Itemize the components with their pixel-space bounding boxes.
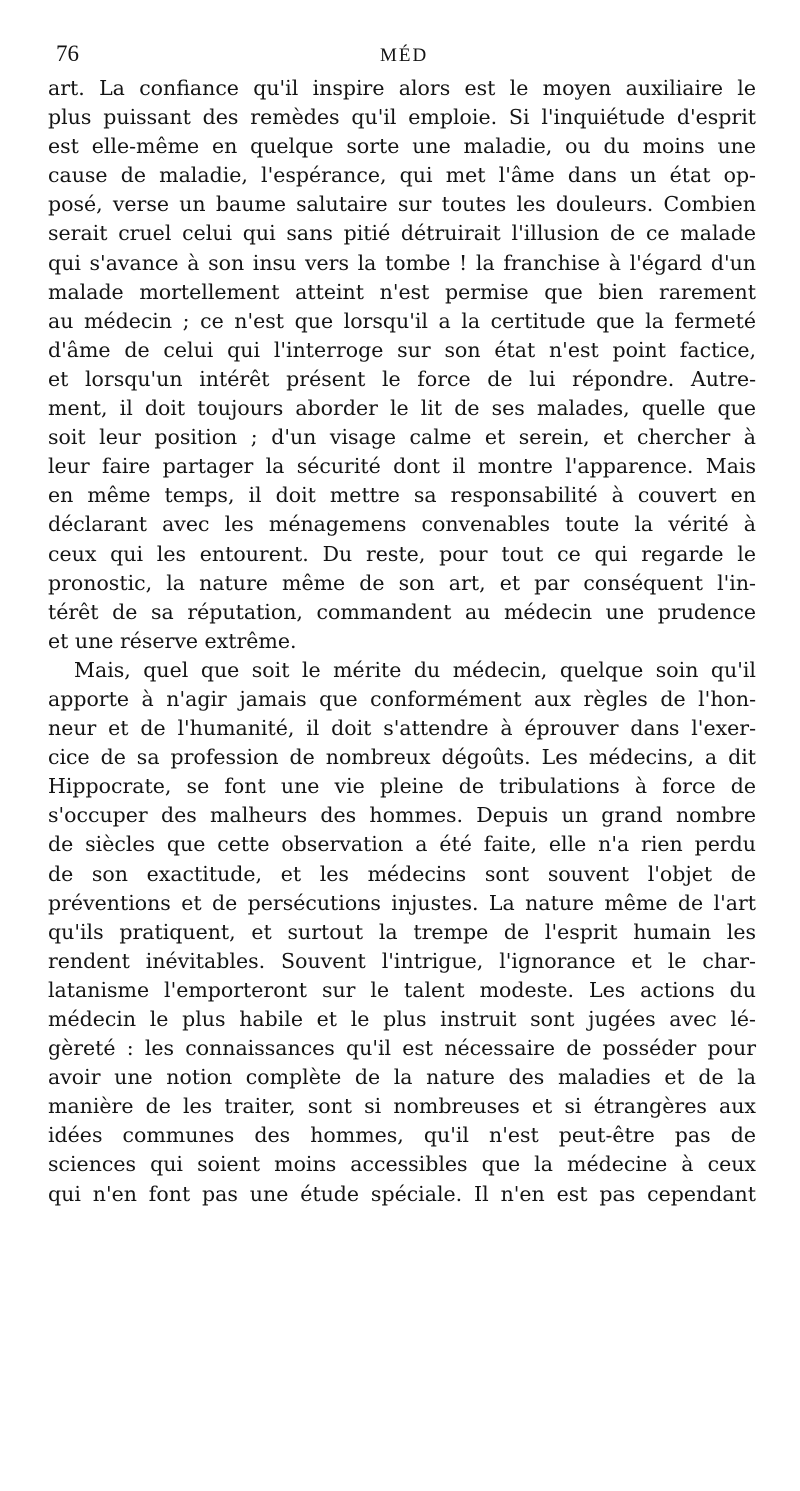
text-line: de son exactitude, et les médecins sont souvent l'objet de: [48, 861, 756, 886]
text-line: médecin le plus habile et le plus instruit sont jugées avec lé-: [48, 1007, 756, 1031]
text-line: idées communes des hommes, qu'il n'est peut-être pas de: [48, 1123, 756, 1148]
text-line: et lorsqu'un intérêt présent le force de lui répondre. Autre-: [48, 366, 756, 391]
text-line: préventions et de persécutions injustes. La nature même de l'art: [48, 890, 756, 915]
text-line: malade mortellement atteint n'est permise que bien rarement: [48, 279, 756, 304]
text-line: cause de maladie, l'espérance, qui met l'âme dans un état op-: [48, 163, 756, 188]
text-line: déclarant avec les ménagemens convenables toute la vérité à: [48, 512, 756, 537]
text-line: art. La confiance qu'il inspire alors est le moyen auxiliaire le: [48, 76, 756, 100]
text-line: gèreté : les connaissances qu'il est nécessaire de posséder pour: [48, 1036, 756, 1061]
text-line: latanisme l'emporteront sur le talent modeste. Les actions du: [48, 977, 756, 1002]
text-line: cice de sa profession de nombreux dégoûts. Les médecins, a dit: [48, 745, 756, 770]
text-line: d'âme de celui qui l'interroge sur son état n'est point factice,: [48, 337, 756, 362]
text-line: est elle-même en quelque sorte une maladie, ou du moins une: [48, 134, 756, 159]
text-line: au médecin ; ce n'est que lorsqu'il a la certitude que la fermeté: [48, 308, 756, 333]
text-line: soit leur position ; d'un visage calme et serein, et chercher à: [48, 425, 756, 450]
text-line: plus puissant des remèdes qu'il emploie. Si l'inquiétude d'esprit: [48, 105, 756, 130]
text-line: qui n'en font pas une étude spéciale. Il n'en est pas cependant: [48, 1181, 756, 1206]
text-line: en même temps, il doit mettre sa responsabilité à couvert en: [48, 483, 756, 508]
text-line: Hippocrate, se font une vie pleine de tribulations à force de: [48, 774, 756, 799]
text-line: ment, il doit toujours aborder le lit de ses malades, quelle que: [48, 396, 756, 421]
text-line: Mais, quel que soit le mérite du médecin, quelque soin qu'il: [74, 657, 756, 682]
text-line: ceux qui les entourent. Du reste, pour tout ce qui regarde le: [48, 541, 756, 566]
text-line: et une réserve extrême.: [48, 628, 297, 653]
running-head: MÉD: [380, 45, 429, 66]
text-line: sciences qui soient moins accessibles que la médecine à ceux: [48, 1152, 756, 1177]
body-text: [48, 74, 756, 1209]
text-line: pronostic, la nature même de son art, et par conséquent l'in-: [48, 570, 756, 595]
text-line: térêt de sa réputation, commandent au médecin une prudence: [48, 599, 756, 624]
page-number: 76: [56, 41, 79, 66]
text-line: de siècles que cette observation a été faite, elle n'a rien perdu: [48, 832, 756, 857]
text-line: qu'ils pratiquent, et surtout la trempe de l'esprit humain les: [48, 919, 756, 944]
text-line: leur faire partager la sécurité dont il montre l'apparence. Mais: [48, 454, 756, 479]
text-line: serait cruel celui qui sans pitié détruirait l'illusion de ce malade: [48, 221, 756, 246]
text-line: apporte à n'agir jamais que conformément aux règles de l'hon-: [48, 686, 756, 711]
text-line: s'occuper des malheurs des hommes. Depuis un grand nombre: [48, 803, 756, 828]
text-line: neur et de l'humanité, il doit s'attendre à éprouver dans l'exer-: [48, 716, 756, 741]
text-line: avoir une notion complète de la nature des maladies et de la: [48, 1065, 756, 1090]
text-line: qui s'avance à son insu vers la tombe ! la franchise à l'égard d'un: [48, 250, 756, 275]
text-line: posé, verse un baume salutaire sur toutes les douleurs. Combien: [48, 192, 756, 217]
text-line: manière de les traiter, sont si nombreuses et si étrangères aux: [48, 1094, 756, 1119]
text-line: rendent inévitables. Souvent l'intrigue, l'ignorance et le char-: [48, 948, 756, 973]
